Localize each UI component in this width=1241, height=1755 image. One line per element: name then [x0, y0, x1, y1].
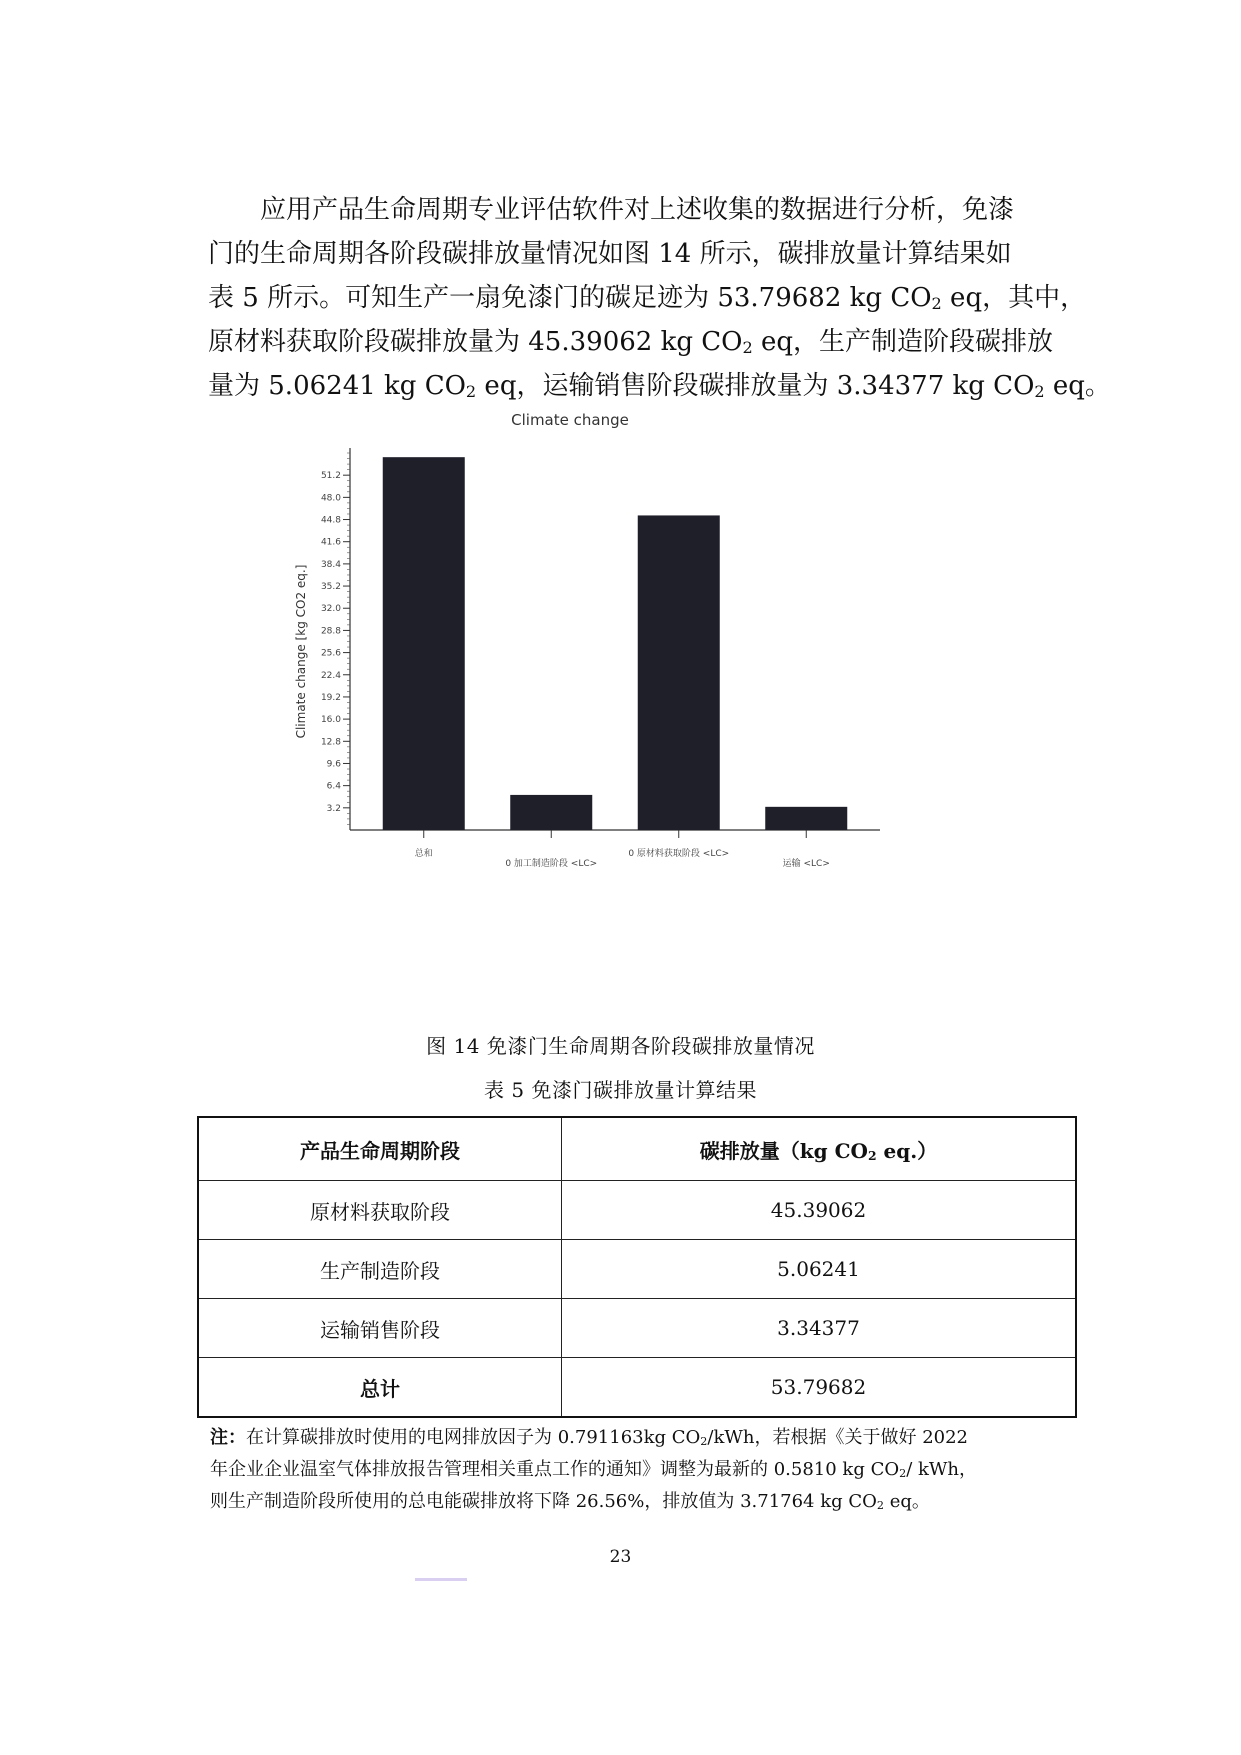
paragraph-text: 原材料获取阶段碳排放量为 45.39062 kg CO — [208, 327, 743, 357]
header-emission — [562, 1117, 1077, 1181]
stage-cell: 原材料获取阶段 — [198, 1181, 562, 1240]
bar — [383, 457, 465, 830]
paragraph-text: 表 5 所示。可知生产一扇免漆门的碳足迹为 53.79682 kg CO — [208, 283, 932, 313]
header-emission-text: 碳排放量（kg CO — [699, 1138, 868, 1163]
y-tick-label: 35.2 — [320, 582, 341, 593]
note-label: 注： — [210, 1427, 246, 1448]
climate-change-chart — [280, 411, 1000, 985]
note-text: 年企业企业温室气体排放报告管理相关重点工作的通知》调整为最新的 0.5810 kg CO — [210, 1459, 900, 1480]
y-tick-label: 38.4 — [320, 559, 341, 570]
table-caption: 表 5 免漆门碳排放量计算结果 — [484, 1078, 757, 1102]
y-tick-label: 9.6 — [326, 759, 341, 770]
note-line — [210, 1422, 1070, 1454]
total-value-cell: 53.79682 — [562, 1358, 1077, 1418]
table-row — [198, 1181, 1076, 1240]
subscript: 2 — [931, 293, 942, 313]
y-tick-label: 32.0 — [320, 604, 341, 615]
y-tick-label: 44.8 — [320, 515, 341, 526]
page-number: 23 — [609, 1547, 632, 1567]
subscript: 2 — [867, 1147, 877, 1163]
note-text: / kWh， — [906, 1459, 978, 1480]
value-cell: 45.39062 — [562, 1181, 1077, 1240]
header-emission-text: eq.） — [876, 1138, 938, 1163]
bar — [638, 515, 720, 830]
paragraph-text: 门的生命周期各阶段碳排放量情况如图 14 所示，碳排放量计算结果如 — [208, 239, 1012, 269]
paragraph-text: eq。 — [1044, 371, 1111, 401]
header-stage: 产品生命周期阶段 — [198, 1117, 562, 1181]
x-category-label: 总和 — [414, 849, 433, 859]
note-text: /kWh，若根据《关于做好 2022 — [707, 1427, 969, 1448]
body-paragraph — [208, 188, 1111, 408]
y-tick-label: 22.4 — [320, 670, 341, 681]
total-label-cell: 总计 — [198, 1358, 562, 1418]
paragraph-line — [208, 188, 1068, 232]
value-cell: 5.06241 — [562, 1240, 1077, 1299]
paragraph-line — [208, 276, 1087, 320]
paragraph-text: eq，其中， — [941, 283, 1087, 313]
chart-title: Climate change — [511, 411, 629, 429]
subscript: 2 — [876, 1499, 885, 1512]
y-tick-label: 28.8 — [320, 626, 341, 637]
note-text: eq。 — [884, 1491, 930, 1512]
paragraph-line — [208, 320, 1068, 364]
paragraph-text: eq，运输销售阶段碳排放量为 3.34377 kg CO — [476, 371, 1035, 401]
bar — [765, 807, 847, 830]
subscript: 2 — [899, 1467, 907, 1480]
y-tick-label: 51.2 — [320, 471, 341, 482]
subscript: 2 — [1034, 381, 1045, 401]
table-row — [198, 1299, 1076, 1358]
value-cell: 3.34377 — [562, 1299, 1077, 1358]
subscript: 2 — [700, 1435, 708, 1448]
y-tick-label: 16.0 — [320, 715, 341, 726]
y-tick-label: 48.0 — [320, 493, 341, 504]
note-text: 则生产制造阶段所使用的总电能碳排放将下降 26.56%，排放值为 3.71764 kg CO — [210, 1491, 877, 1512]
scan-mark — [415, 1578, 467, 1581]
table-header-row — [198, 1117, 1076, 1181]
y-tick-label: 12.8 — [320, 737, 341, 748]
stage-cell: 生产制造阶段 — [198, 1240, 562, 1299]
emission-table — [197, 1116, 1077, 1418]
stage-cell: 运输销售阶段 — [198, 1299, 562, 1358]
note-line — [210, 1486, 1070, 1518]
y-tick-label: 41.6 — [320, 537, 341, 548]
paragraph-text: 应用产品生命周期专业评估软件对上述收集的数据进行分析，免漆 — [260, 195, 1015, 225]
y-tick-label: 3.2 — [326, 803, 341, 814]
figure-caption: 图 14 免漆门生命周期各阶段碳排放量情况 — [426, 1034, 815, 1058]
x-category-label: 运输 <LC> — [782, 859, 830, 869]
table-total-row — [198, 1358, 1076, 1418]
bar — [510, 795, 592, 830]
table-note — [210, 1422, 1070, 1518]
note-text: 在计算碳排放时使用的电网排放因子为 0.791163kg CO — [246, 1427, 701, 1448]
paragraph-text: 量为 5.06241 kg CO — [208, 371, 466, 401]
paragraph-line — [208, 232, 1068, 276]
y-axis-title: Climate change [kg CO2 eq.] — [294, 564, 308, 739]
y-tick-label: 19.2 — [320, 692, 341, 703]
table-row — [198, 1240, 1076, 1299]
paragraph-text: eq，生产制造阶段碳排放 — [752, 327, 1054, 357]
x-category-label: 0 加工制造阶段 <LC> — [505, 859, 598, 869]
chart-svg — [280, 411, 1000, 985]
note-line — [210, 1454, 1070, 1486]
y-tick-label: 6.4 — [326, 781, 341, 792]
y-tick-label: 25.6 — [320, 648, 341, 659]
subscript: 2 — [465, 381, 477, 401]
subscript: 2 — [742, 337, 753, 357]
paragraph-line — [208, 364, 1111, 408]
x-category-label: 0 原材料获取阶段 <LC> — [628, 849, 730, 859]
